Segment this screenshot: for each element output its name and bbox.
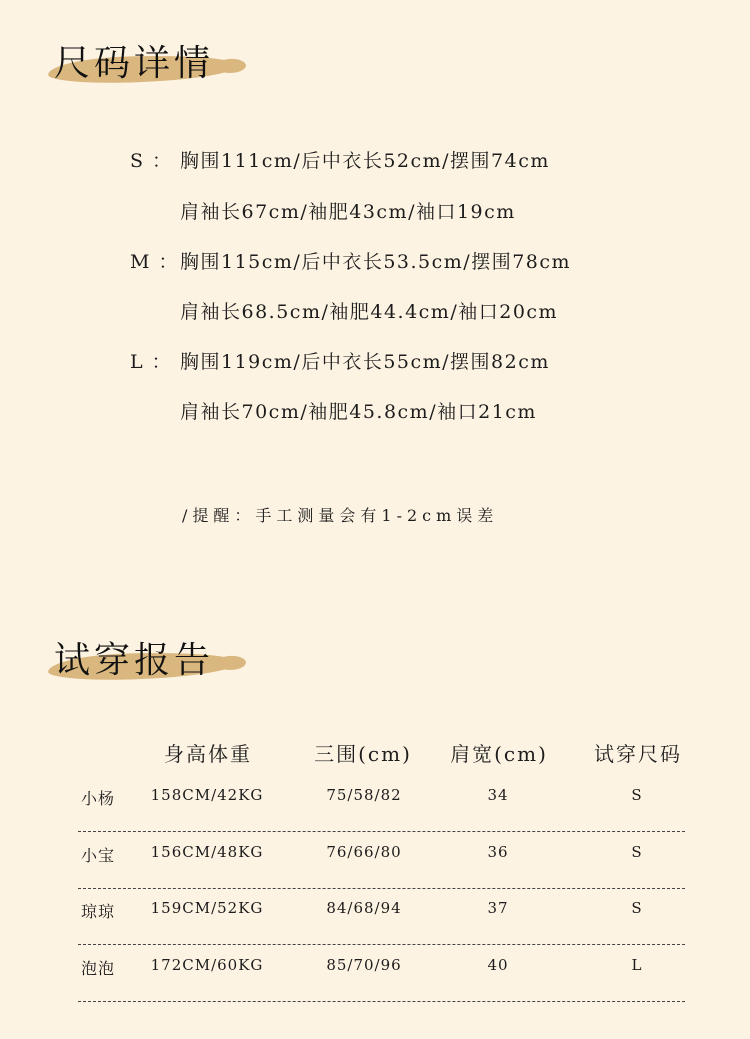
size-label-s: S ： [130,150,173,172]
table-row [78,831,685,889]
shoulder-width: 40 [487,956,509,974]
size-line-m-1 [130,247,571,274]
size-line-l-2 [130,397,537,424]
fit-size: L [631,956,643,974]
size-line-s-2 [130,197,516,224]
model-name: 小杨 [81,789,116,808]
shoulder-width: 37 [487,899,509,917]
height-weight: 159CM/52KG [150,899,264,917]
header-fit-size: 试穿尺码 [594,742,682,766]
size-text: 胸围119cm/后中衣长55cm/摆围82cm [180,351,550,373]
fit-size: S [631,899,643,917]
shoulder-width: 34 [487,786,509,804]
shoulder-width: 36 [487,843,509,861]
table-row [78,944,685,1002]
size-label-m: M ： [130,251,179,273]
size-text: 肩袖长70cm/袖肥45.8cm/袖口21cm [180,401,537,423]
size-details-title: 尺码详情 [54,43,215,84]
header-measurements: 三围(cm) [314,742,412,766]
three-measurements: 75/58/82 [326,786,402,804]
size-details-heading [48,34,214,94]
header-height-weight: 身高体重 [164,742,252,766]
table-row [78,887,685,945]
size-line-l-1 [130,347,550,374]
size-line-m-2 [130,297,558,324]
measurement-reminder: /提醒：手工测量会有1-2cm误差 [182,506,499,525]
header-shoulder: 肩宽(cm) [450,742,548,766]
size-line-s-1 [130,146,550,173]
three-measurements: 85/70/96 [326,956,402,974]
size-text: 肩袖长67cm/袖肥43cm/袖口19cm [180,201,516,223]
model-name: 泡泡 [81,959,116,978]
three-measurements: 76/66/80 [326,843,402,861]
table-row [78,774,685,832]
height-weight: 156CM/48KG [150,843,264,861]
size-label-l: L ： [130,351,173,373]
model-name: 琼琼 [81,902,116,921]
size-text: 胸围111cm/后中衣长52cm/摆围74cm [180,150,550,172]
fit-report-title: 试穿报告 [54,640,215,681]
size-text: 胸围115cm/后中衣长53.5cm/摆围78cm [180,251,572,273]
height-weight: 172CM/60KG [150,956,264,974]
model-name: 小宝 [81,846,116,865]
size-text: 肩袖长68.5cm/袖肥44.4cm/袖口20cm [180,301,559,323]
fit-size: S [631,843,643,861]
fit-report-heading [48,631,214,691]
fit-size: S [631,786,643,804]
three-measurements: 84/68/94 [326,899,402,917]
height-weight: 158CM/42KG [150,786,264,804]
